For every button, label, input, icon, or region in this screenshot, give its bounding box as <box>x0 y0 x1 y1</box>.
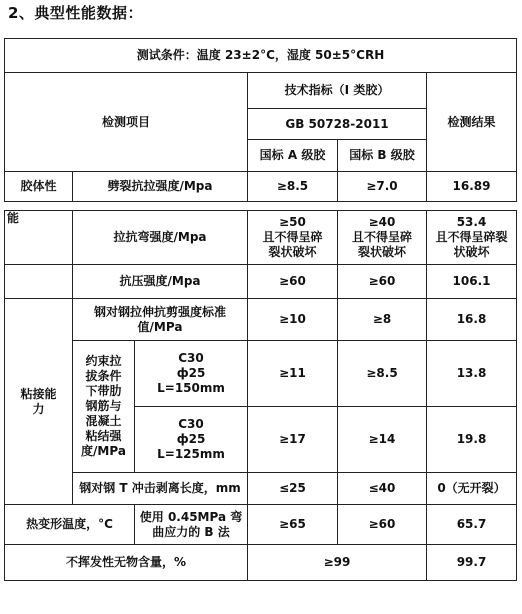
row-label-pullout: 约束拉 拔条件 下带肋 钢筋与 混凝土 粘结强 度/MPa <box>73 341 135 473</box>
compressive-grade-a: ≥60 <box>248 265 338 299</box>
row-label-compressive: 抗压强度/Mpa <box>73 265 248 299</box>
peel-grade-a: ≤25 <box>248 473 338 505</box>
pullout-condition-2: C30 ф25 L=125mm <box>135 407 248 473</box>
pullout-1-grade-b: ≥8.5 <box>338 341 427 407</box>
tensile-result: 16.89 <box>427 172 517 202</box>
row-label-shear: 钢对钢拉伸抗剪强度标准 值/MPa <box>73 299 248 341</box>
compressive-result: 106.1 <box>427 265 517 299</box>
row-label-nonvolatile: 不挥发性无物含量，% <box>5 545 248 581</box>
header-standard: GB 50728-2011 <box>248 109 427 140</box>
category-glue-body: 胶体性 <box>5 172 73 202</box>
nonvolatile-result: 99.7 <box>427 545 517 581</box>
category-bonding: 粘接能 力 <box>5 299 73 505</box>
header-grade-a: 国标 A 级胶 <box>248 140 338 172</box>
header-result: 检测结果 <box>427 73 517 172</box>
compressive-grade-b: ≥60 <box>338 265 427 299</box>
header-grade-b: 国标 B 级胶 <box>338 140 427 172</box>
pullout-1-grade-a: ≥11 <box>248 341 338 407</box>
tensile-grade-b: ≥7.0 <box>338 172 427 202</box>
test-conditions: 测试条件：温度 23±2°C，湿度 50±5°CRH <box>5 39 517 73</box>
bending-result: 53.4 且不得呈碎裂 状破坏 <box>427 211 517 265</box>
header-tech-index: 技术指标（I 类胶） <box>248 73 427 109</box>
pullout-1-result: 13.8 <box>427 341 517 407</box>
pullout-2-grade-b: ≥14 <box>338 407 427 473</box>
nonvolatile-grade-ab: ≥99 <box>248 545 427 581</box>
bending-grade-a: ≥50 且不得呈碎 裂状破坏 <box>248 211 338 265</box>
peel-result: 0（无开裂） <box>427 473 517 505</box>
pullout-2-result: 19.8 <box>427 407 517 473</box>
spec-table-bottom <box>4 210 517 581</box>
heat-deflection-grade-b: ≥60 <box>338 505 427 545</box>
category-energy: 能 <box>5 211 73 265</box>
peel-grade-b: ≤40 <box>338 473 427 505</box>
category-energy-blank <box>5 265 73 299</box>
tensile-grade-a: ≥8.5 <box>248 172 338 202</box>
shear-grade-a: ≥10 <box>248 299 338 341</box>
heat-deflection-condition: 使用 0.45MPa 弯 曲应力的 B 法 <box>135 505 248 545</box>
spec-table-top <box>4 38 517 202</box>
row-label-bending: 拉抗弯强度/Mpa <box>73 211 248 265</box>
pullout-condition-1: C30 ф25 L=150mm <box>135 341 248 407</box>
heat-deflection-grade-a: ≥65 <box>248 505 338 545</box>
row-label-heat-deflection: 热变形温度，°C <box>5 505 135 545</box>
pullout-2-grade-a: ≥17 <box>248 407 338 473</box>
heat-deflection-result: 65.7 <box>427 505 517 545</box>
shear-result: 16.8 <box>427 299 517 341</box>
shear-grade-b: ≥8 <box>338 299 427 341</box>
row-label-tensile: 劈裂抗拉强度/Mpa <box>73 172 248 202</box>
section-heading: 2、典型性能数据： <box>8 4 143 22</box>
row-label-peel: 钢对钢 T 冲击剥离长度，mm <box>73 473 248 505</box>
header-item: 检测项目 <box>5 73 248 172</box>
bending-grade-b: ≥40 且不得呈碎 裂状破坏 <box>338 211 427 265</box>
